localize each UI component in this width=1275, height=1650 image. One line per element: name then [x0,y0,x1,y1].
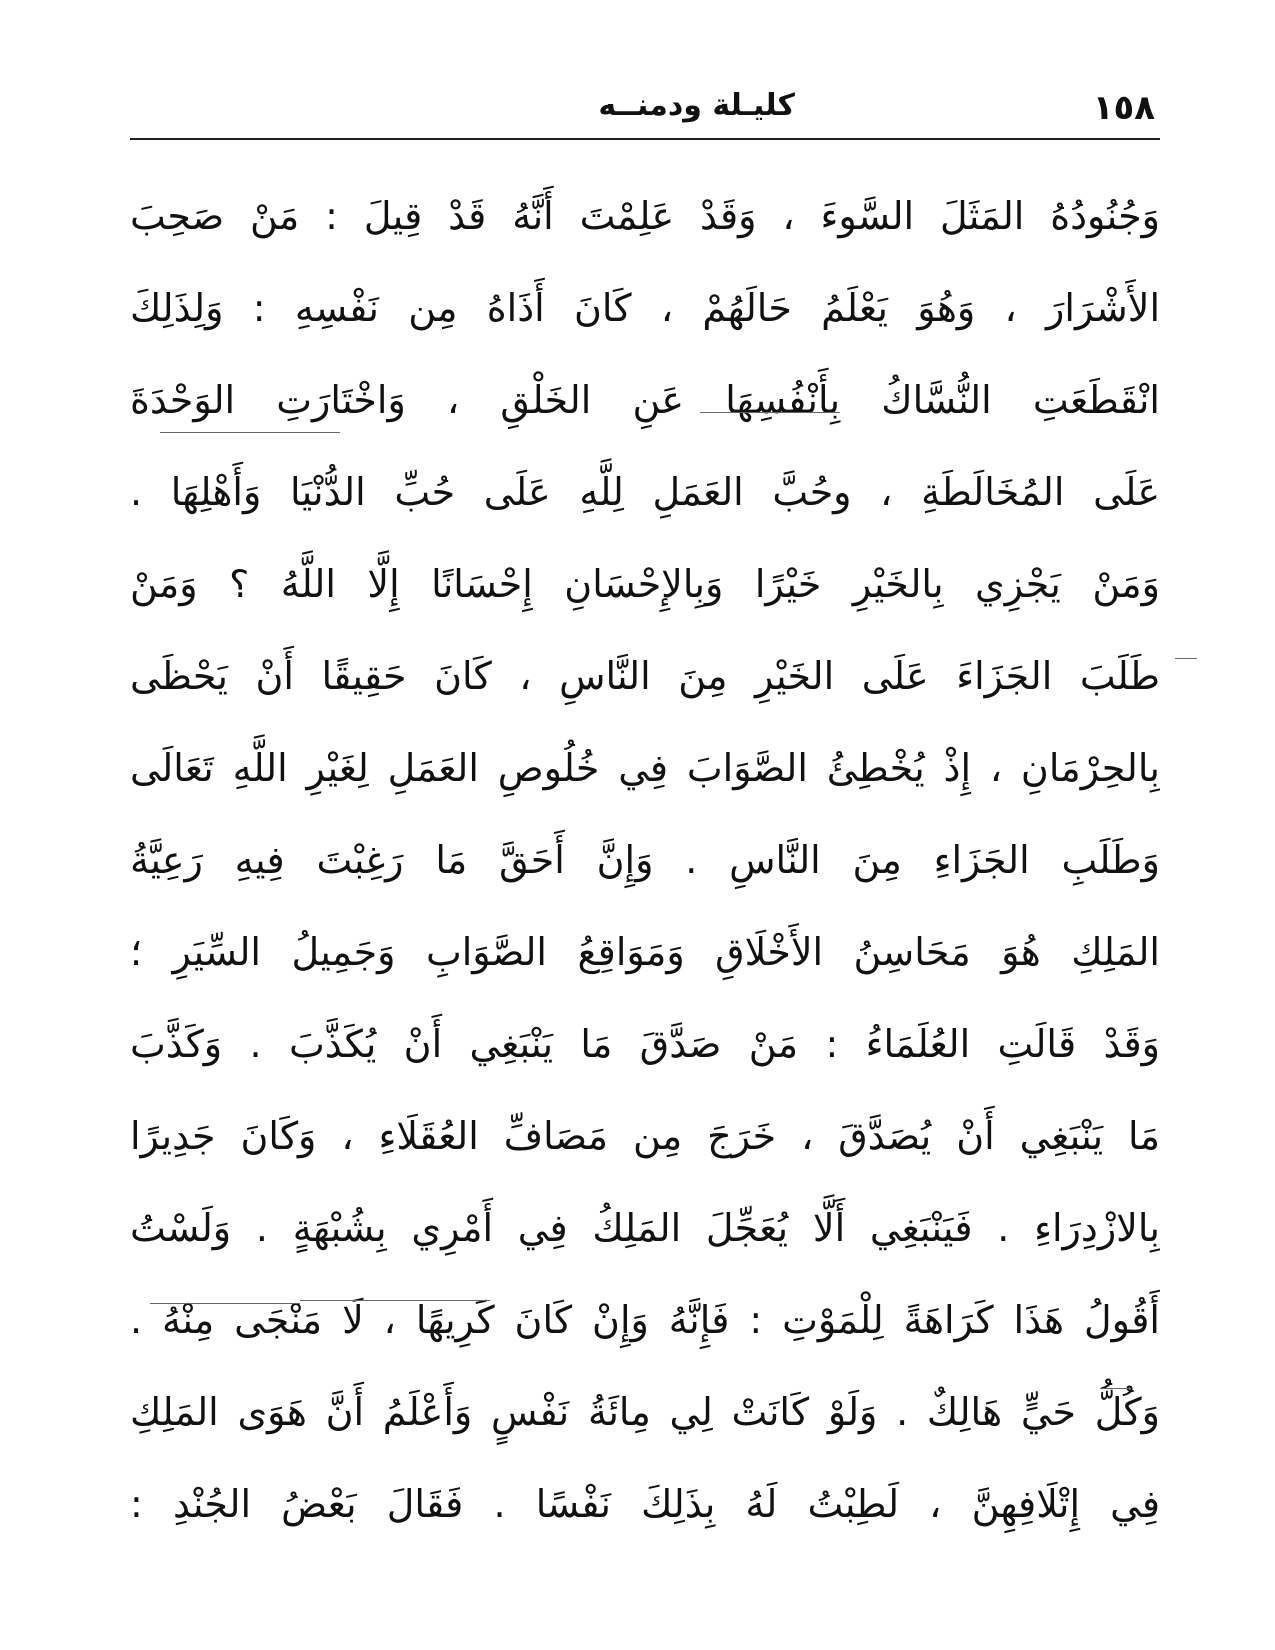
page-header [130,86,1155,130]
body-text [130,170,1160,1550]
text-line: مَا يَنْبَغِي أَنْ يُصَدَّقَ ، خَرَجَ مِن مَصَافِّ العُقَلَاءِ ، وَكَانَ جَدِيرًا [130,1114,1160,1158]
text-line: وَمَنْ يَجْزِي بِالخَيْرِ خَيْرًا وَبِالإِحْسَانِ إِحْسَانًا إِلَّا اللَّهُ ؟ وَمَنْ [130,562,1160,606]
pencil-underline [150,1303,300,1304]
pencil-mark [1175,658,1197,659]
text-line: وَقَدْ قَالَتِ العُلَمَاءُ : مَنْ صَدَّقَ مَا يَنْبَغِي أَنْ يُكَذَّبَ . وَكَذَّبَ [130,1022,1160,1066]
text-line: بِالحِرْمَانِ ، إِذْ يُخْطِئُ الصَّوَابَ فِي خُلُوصِ العَمَلِ لِغَيْرِ اللَّهِ تَعَالَى [130,746,1160,790]
text-line: انْقَطَعَتِ النُّسَّاكُ بِأَنْفُسِهَا عَنِ الخَلْقِ ، وَاخْتَارَتِ الوَحْدَةَ [130,378,1160,422]
pencil-mark [1100,1388,1130,1389]
pencil-underline [700,412,840,413]
pencil-underline [160,432,340,433]
text-line: وَكُلُّ حَيٍّ هَالِكٌ . وَلَوْ كَانَتْ لِي مِائَةُ نَفْسٍ وَأَعْلَمُ أَنَّ هَوَى المَلِكِ [130,1390,1160,1434]
pencil-underline [300,1300,490,1301]
text-line: طَلَبَ الجَزَاءَ عَلَى الخَيْرِ مِنَ النَّاسِ ، كَانَ حَقِيقًا أَنْ يَحْظَى [130,654,1160,698]
text-line: فِي إِتْلَافِهِنَّ ، لَطِبْتُ لَهُ بِذَلِكَ نَفْسًا . فَقَالَ بَعْضُ الجُنْدِ : [130,1482,1160,1526]
text-line: بِالازْدِرَاءِ . فَيَنْبَغِي أَلَّا يُعَجِّلَ المَلِكُ فِي أَمْرِي بِشُبْهَةٍ . وَلَسْتُ [130,1206,1160,1250]
text-line: وَجُنُودُهُ المَثَلَ السَّوءَ ، وَقَدْ عَلِمْتَ أَنَّهُ قَدْ قِيلَ : مَنْ صَحِبَ [130,194,1160,238]
text-line: أَقُولُ هَذَا كَرَاهَةً لِلْمَوْتِ : فَإِنَّهُ وَإِنْ كَانَ كَرِيهًا ، لَا مَنْجَى مِنْهُ . [130,1298,1160,1342]
text-line: وَطَلَبِ الجَزَاءِ مِنَ النَّاسِ . وَإِنَّ أَحَقَّ مَا رَغِبْتَ فِيهِ رَعِيَّةُ [130,838,1160,882]
text-line: الأَشْرَارَ ، وَهُوَ يَعْلَمُ حَالَهُمْ ، كَانَ أَذَاهُ مِن نَفْسِهِ : وَلِذَلِكَ [130,286,1160,330]
running-title: كليـلة ودمنــه [598,88,795,123]
header-rule [130,138,1160,140]
text-line: عَلَى المُخَالَطَةِ ، وحُبَّ العَمَلِ لِلَّهِ عَلَى حُبِّ الدُّنْيَا وَأَهْلِهَا . [130,470,1160,514]
page-number: ١٥٨ [1092,88,1155,128]
text-line: المَلِكِ هُوَ مَحَاسِنُ الأَخْلَاقِ وَمَوَاقِعُ الصَّوَابِ وَجَمِيلُ السِّيَرِ ؛ [130,930,1160,974]
